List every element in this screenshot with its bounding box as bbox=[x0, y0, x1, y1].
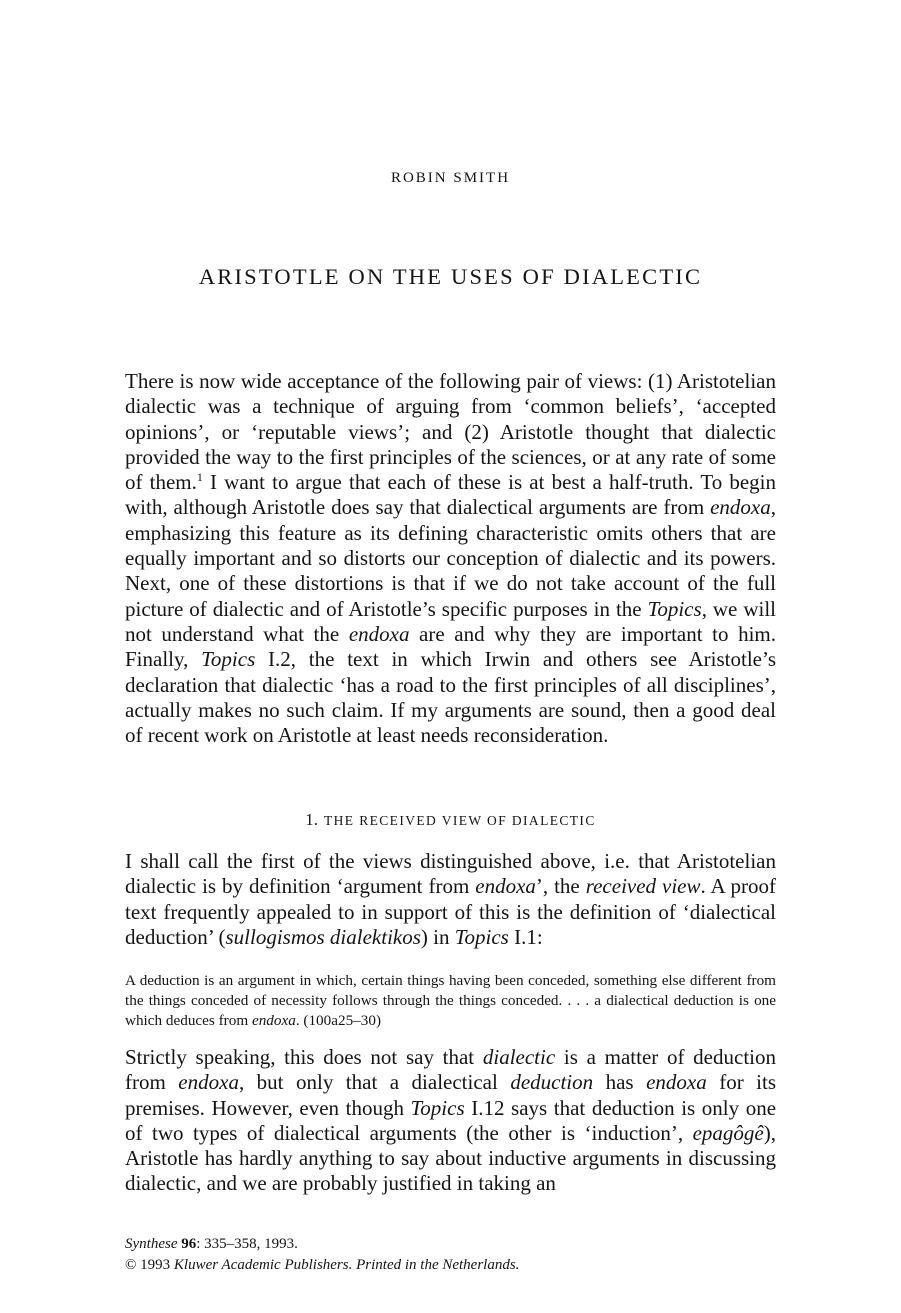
italic-term: received view bbox=[585, 874, 701, 899]
italic-term: endoxa bbox=[348, 621, 410, 646]
section1-paragraph bbox=[125, 849, 776, 950]
pages-year: : 335–358, 1993. bbox=[196, 1236, 298, 1252]
text-run: , but only that a dialectical bbox=[238, 1070, 511, 1095]
text-run: A deduction is an argument in which, certain things having been conceded, something else different from the things conceded of necessity follows through the things conceded. . . . a dialectical deduction is one which deduces from bbox=[125, 972, 776, 1029]
italic-term: Topics bbox=[647, 596, 702, 621]
intro-paragraph bbox=[125, 369, 776, 748]
paragraph-3 bbox=[125, 1045, 776, 1197]
text-run: are and why they are important to him. Finally, bbox=[125, 621, 776, 672]
volume-number: 96 bbox=[181, 1236, 197, 1252]
text-run: , we will not understand what the bbox=[125, 596, 777, 646]
italic-term: endoxa bbox=[475, 874, 536, 899]
section-heading bbox=[0, 810, 901, 830]
text-run: for its premises. However, even though bbox=[125, 1070, 777, 1120]
text-run: ’, the bbox=[535, 874, 586, 899]
italic-term: endoxa bbox=[251, 1012, 296, 1029]
citation-line bbox=[125, 1236, 298, 1253]
publisher-line: Kluwer Academic Publishers. Printed in the Netherlands. bbox=[173, 1257, 520, 1273]
text-run: has bbox=[593, 1070, 647, 1095]
section-number: 1. bbox=[305, 810, 318, 829]
text-run: . A proof text frequently appealed to in support of this is the definition of ‘dialectical deduction’ ( bbox=[125, 874, 776, 949]
italic-term: deduction bbox=[510, 1070, 594, 1095]
text-run: I want to argue that each of these is at best a half-truth. To begin with, although Aristotle does say that dialectical arguments are from bbox=[125, 470, 776, 520]
text-run: I.1: bbox=[508, 924, 543, 949]
text-run: There is now wide acceptance of the following pair of views: (1) Aristotelian dialectic was a technique of arguing from ‘common beliefs’, ‘accepted opinions’, or ‘reputable views’; and (2) Aristotle thought that dialectic provided the way to the first principles of the sciences, or at any rate of some of them. bbox=[125, 369, 776, 495]
text-run: Strictly speaking, this does not say that bbox=[125, 1045, 483, 1069]
italic-term: Topics bbox=[454, 924, 509, 949]
italic-term: Topics bbox=[201, 647, 256, 672]
italic-term: endoxa bbox=[178, 1070, 239, 1095]
author-name: ROBIN SMITH bbox=[390, 170, 511, 186]
italic-term: Topics bbox=[410, 1095, 465, 1120]
journal-name: Synthese bbox=[125, 1236, 178, 1252]
text-run: ) in bbox=[420, 924, 455, 949]
section-title: THE RECEIVED VIEW OF DIALECTIC bbox=[324, 813, 596, 828]
text-run: I.2, the text in which Irwin and others see Aristotle’s declaration that dialectic ‘has a road to the first principles of all disciplines’, actually makes no such claim. If my arguments are sound, then a good deal of recent work on Aristotle at least needs reconsideration. bbox=[125, 647, 777, 748]
text-run: I.12 says that deduction is only one of two types of dialectical arguments (the other is ‘induction’, bbox=[125, 1095, 777, 1145]
italic-term: endoxa bbox=[710, 495, 771, 520]
text-run: ), Aristotle has hardly anything to say about inductive arguments in discussing dialectic, and we are probably justified in taking an bbox=[125, 1120, 776, 1196]
copyright-notice: © 1993 bbox=[125, 1257, 174, 1273]
copyright-line bbox=[125, 1257, 519, 1274]
footnote-ref: 1 bbox=[196, 470, 203, 485]
italic-term: endoxa bbox=[646, 1070, 707, 1095]
text-run: , emphasizing this feature as its defining characteristic omits others that are equally important and so distorts our conception of dialectic and its powers. Next, one of these distortions is that if we do not take account of the full picture of dialectic and of Aristotle’s specific purposes in the bbox=[125, 495, 776, 621]
italic-term: epagôgê bbox=[692, 1120, 764, 1145]
text-run: is a matter of deduction from bbox=[125, 1045, 776, 1095]
article-title: ARISTOTLE ON THE USES OF DIALECTIC bbox=[198, 264, 703, 289]
block-quote bbox=[125, 971, 776, 1031]
text-run: . (100a25–30) bbox=[295, 1012, 382, 1029]
italic-term: dialectic bbox=[482, 1045, 556, 1069]
text-run: I shall call the first of the views distinguished above, i.e. that Aristotelian dialectic is by definition ‘argument from bbox=[125, 849, 776, 899]
italic-term: sullogismos dialektikos bbox=[225, 924, 421, 949]
